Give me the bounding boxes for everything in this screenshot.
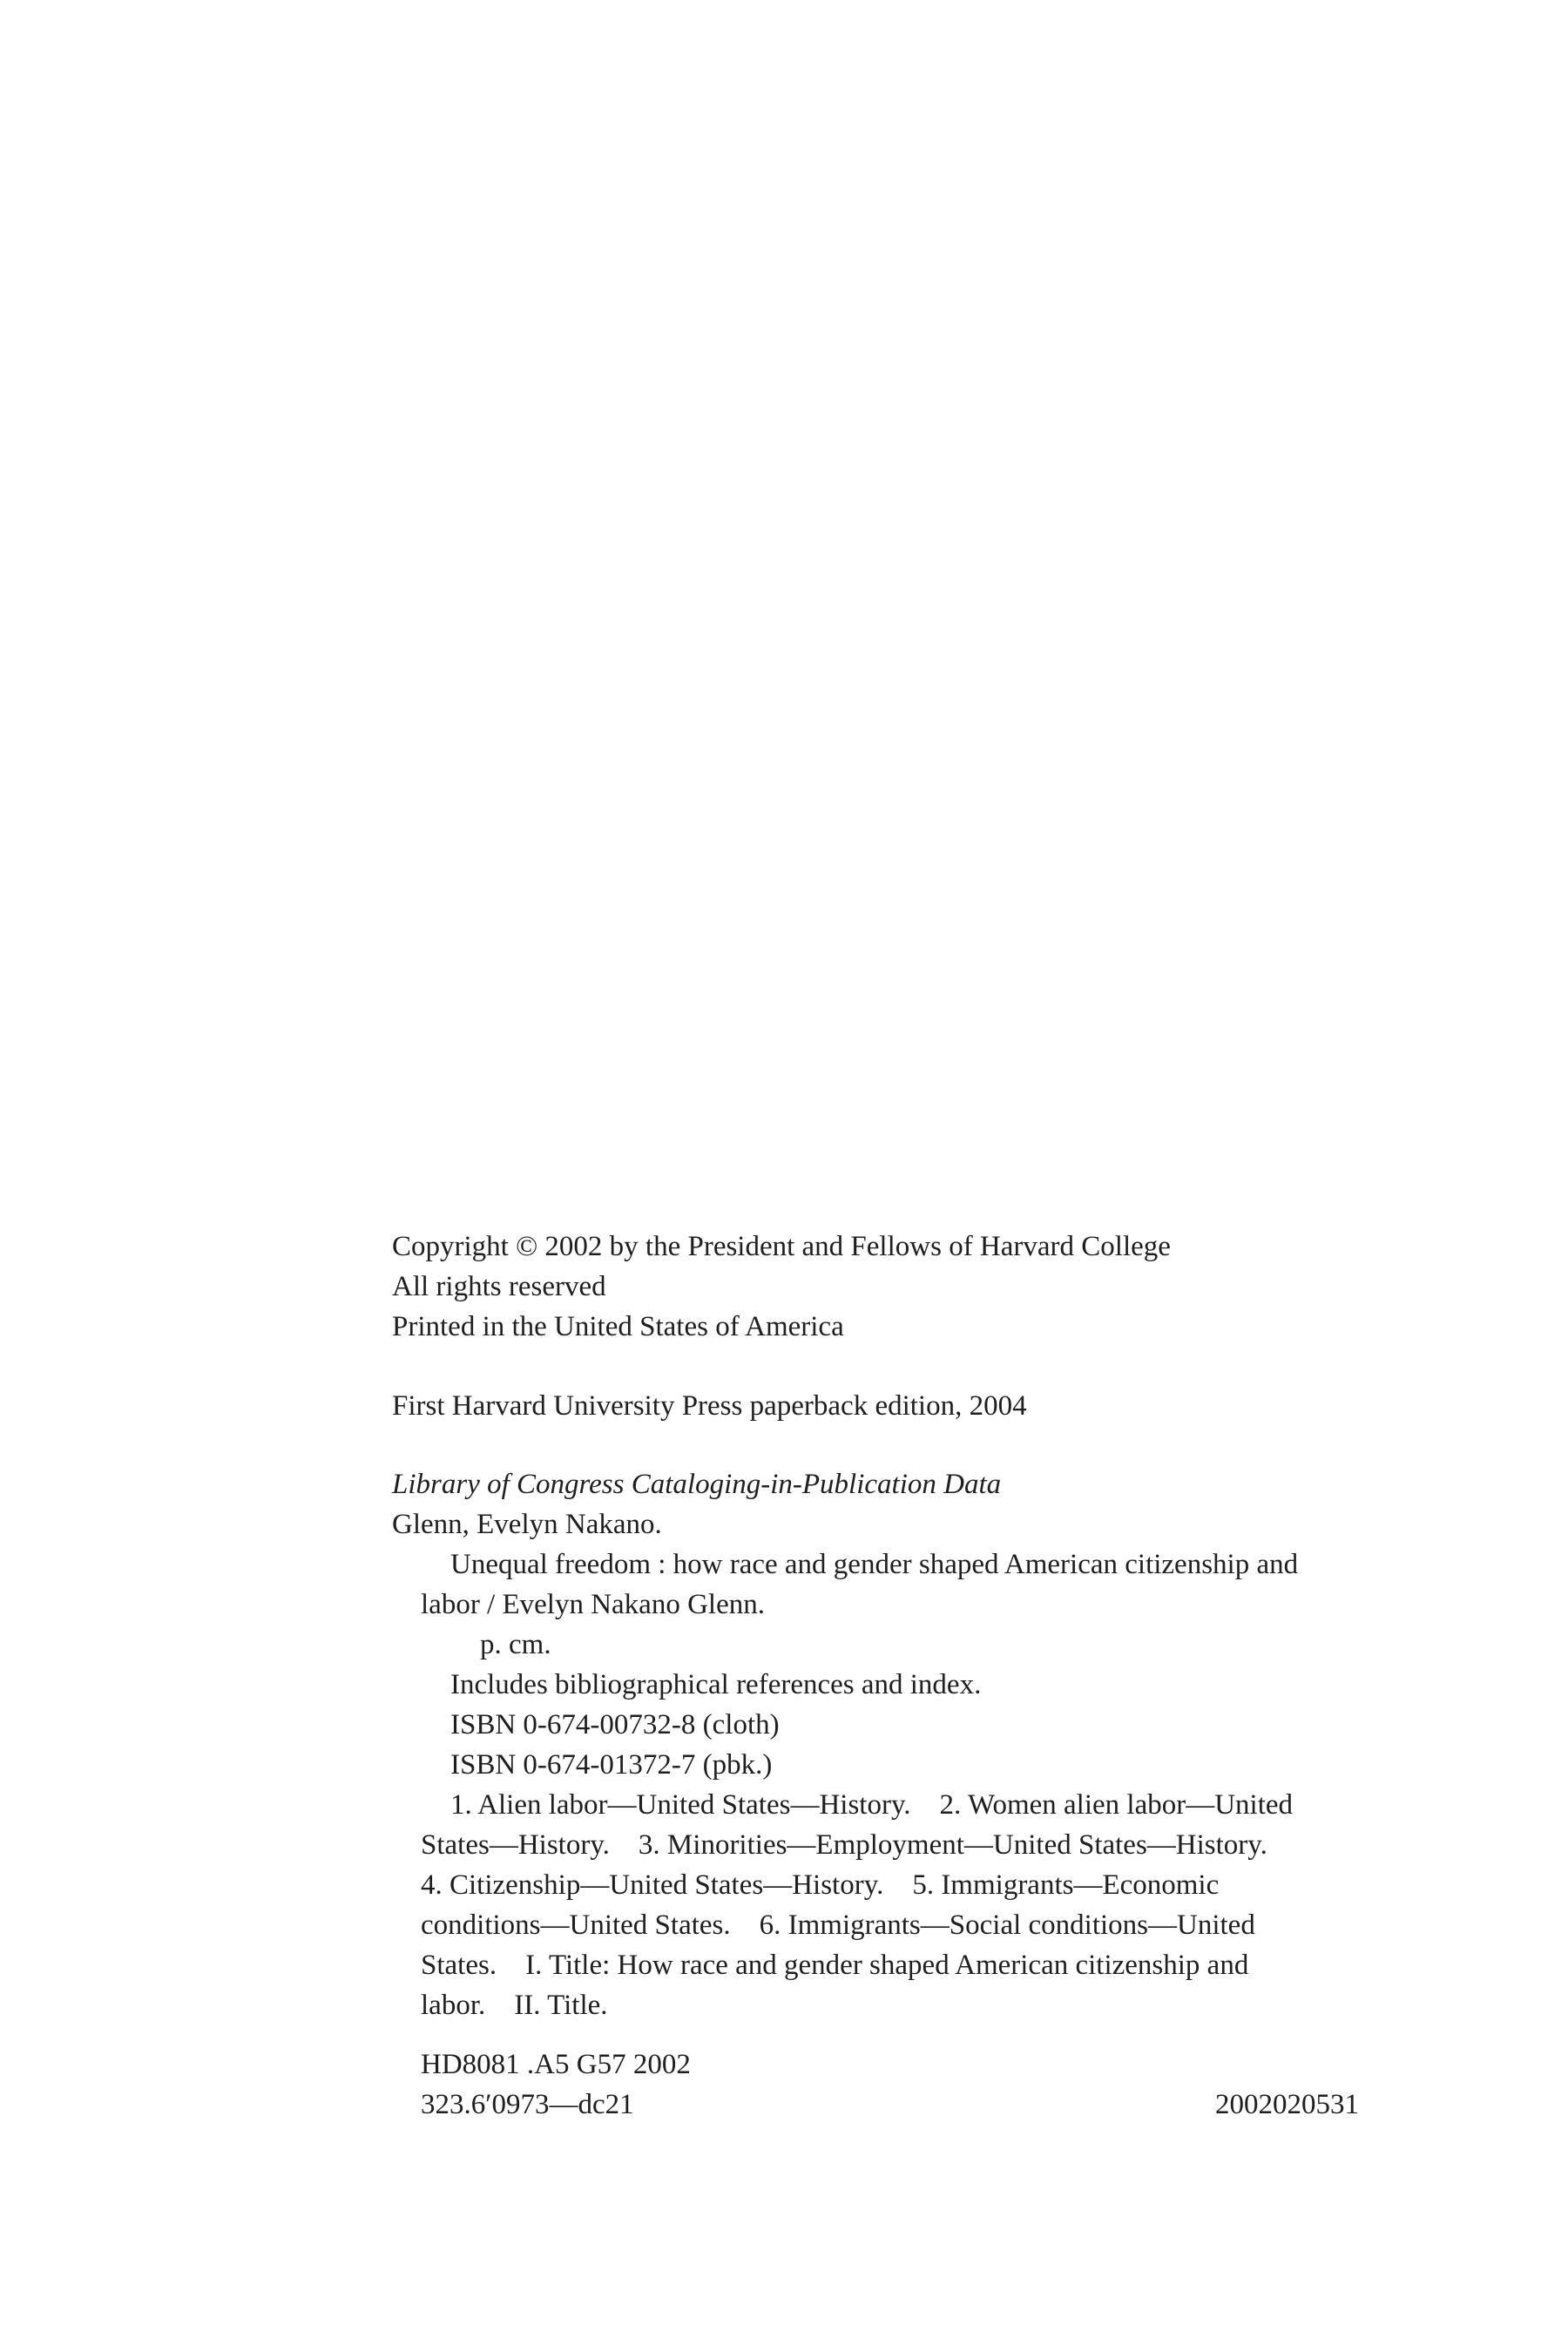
classification-block (392, 2044, 1359, 2125)
copyright-line: Copyright © 2002 by the President and Fellows of Harvard College (392, 1231, 1171, 1262)
lccn-number: 2002020531 (1215, 2089, 1359, 2120)
cip-isbn-cloth: ISBN 0-674-00732-8 (cloth) (450, 1709, 780, 1740)
cip-title-line-2: labor / Evelyn Nakano Glenn. (421, 1589, 765, 1620)
cip-subject-line: labor. II. Title. (421, 1990, 608, 2021)
edition-line: First Harvard University Press paperback edition, 2004 (392, 1390, 1027, 1422)
copyright-block (392, 1227, 1359, 2125)
cip-title-line-1: Unequal freedom : how race and gender shaped American citizenship and (450, 1549, 1299, 1580)
cip-entry (392, 1504, 1359, 2025)
cip-subject-line: conditions—United States. 6. Immigrants—Social conditions—United (421, 1909, 1255, 1941)
cip-notes: Includes bibliographical references and index. (450, 1669, 982, 1700)
cip-isbn-pbk: ISBN 0-674-01372-7 (pbk.) (450, 1749, 773, 1781)
cip-subject-line: 4. Citizenship—United States—History. 5. Immigrants—Economic (421, 1869, 1220, 1901)
cip-author: Glenn, Evelyn Nakano. (392, 1509, 662, 1540)
cip-subject-line: States—History. 3. Minorities—Employment—United States—History. (421, 1829, 1267, 1861)
cip-pcm: p. cm. (480, 1629, 551, 1660)
rights-reserved-line: All rights reserved (392, 1271, 606, 1302)
dewey-classification: 323.6′0973—dc21 (421, 2089, 634, 2120)
printed-in-line: Printed in the United States of America (392, 1311, 844, 1342)
cip-subject-line: 1. Alien labor—United States—History. 2. Women alien labor—United (450, 1789, 1294, 1821)
dewey-row (421, 2085, 1359, 2125)
cip-subject-line: States. I. Title: How race and gender shaped American citizenship and (421, 1950, 1249, 1981)
lc-classification: HD8081 .A5 G57 2002 (421, 2049, 691, 2080)
cip-heading: Library of Congress Cataloging-in-Publication Data (392, 1469, 1002, 1500)
